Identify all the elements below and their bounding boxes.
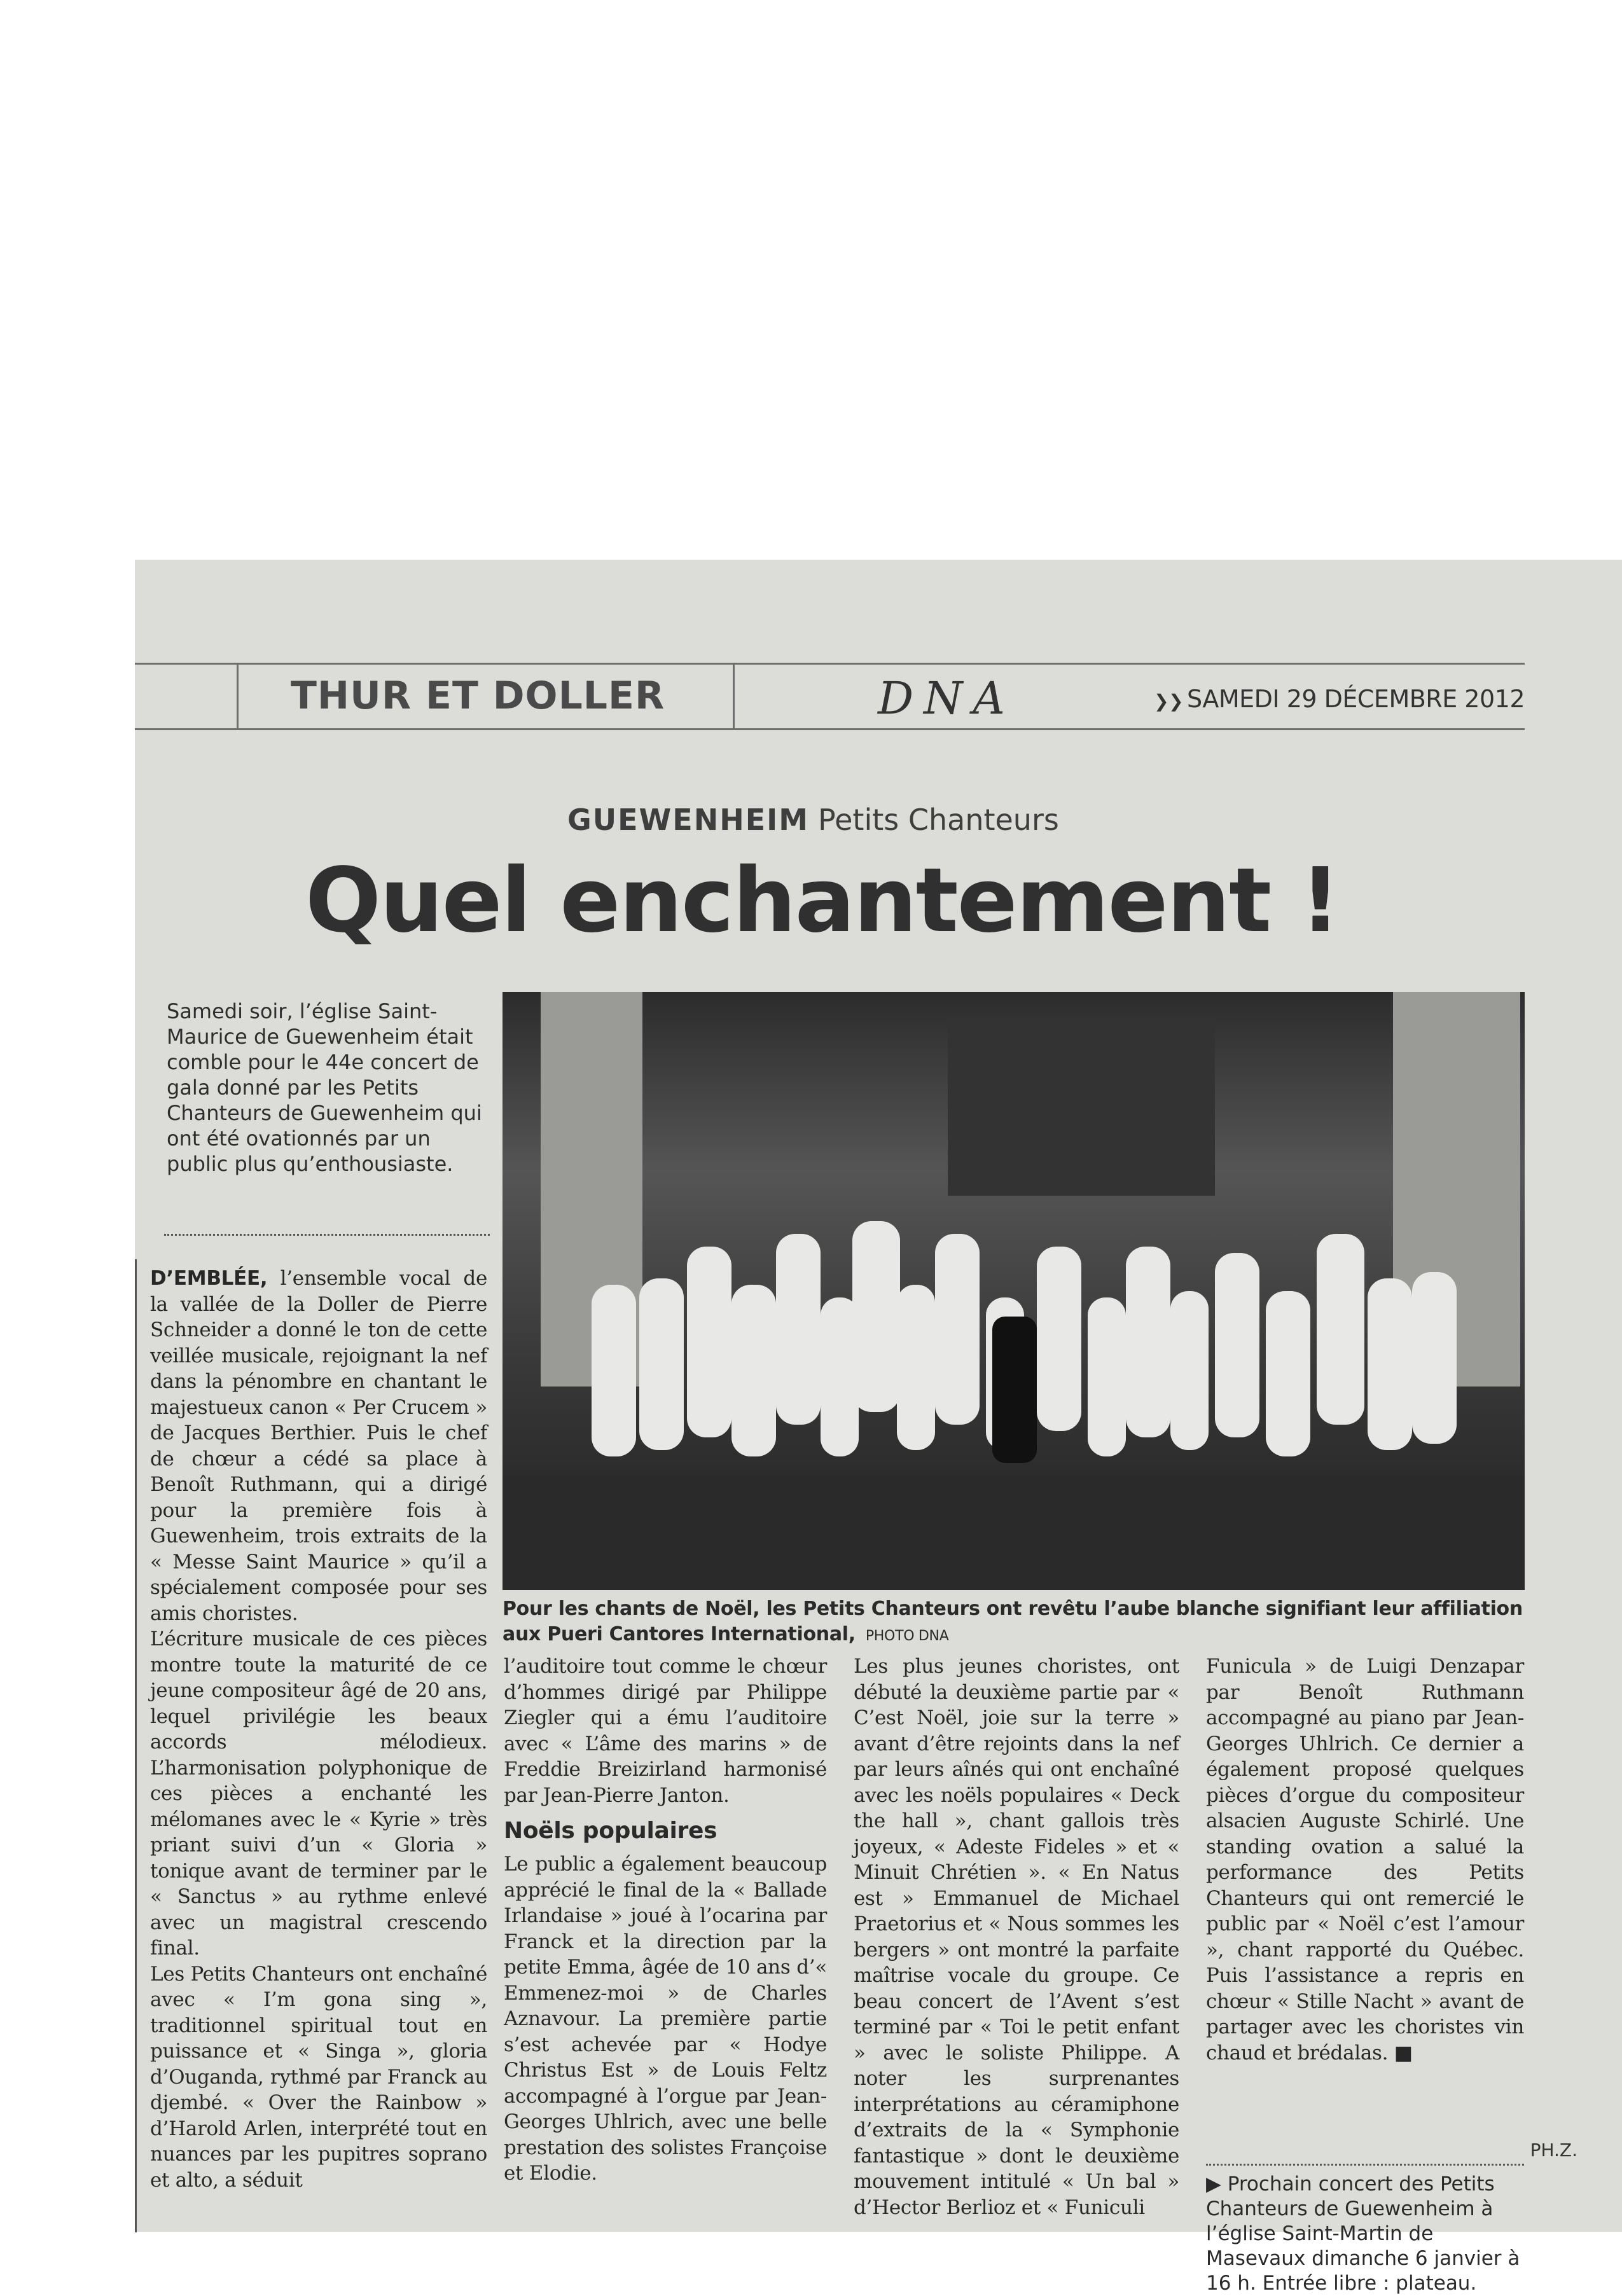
author-signature: PH.Z. <box>1530 2140 1577 2161</box>
photo-altar <box>948 1018 1215 1196</box>
issue-date-text: SAMEDI 29 DÉCEMBRE 2012 <box>1187 685 1525 713</box>
article-column-4 <box>1206 1654 1524 2066</box>
paragraph-text: l’ensemble vocal de la vallée de la Doller de Pierre Schneider a donné le ton de cette veillée musicale, rejoignant la nef dans la pénombre en chantant le majestueux canon « Per Crucem » de Jacques Berthier. Puis le chef de chœur a cédé sa place à Benoît Ruthmann, qui a dirigé pour la première fois à Guewenheim, trois extraits de la « Messe Saint Maurice » qu’il a spécialement composée pour ses amis choristes. <box>150 1267 487 1625</box>
article-column-1 <box>150 1266 487 2193</box>
chevron-right-icon: ❯❯ <box>1154 691 1184 712</box>
issue-date <box>1154 685 1525 713</box>
choir-photo <box>503 992 1525 1590</box>
paragraph: Les Petits Chanteurs ont enchaîné avec « I’m gona sing », traditionnel spiritual tout en puissance et « Singa », gloria d’Ouganda, rythmé par Franck au djembé. « Over the Rainbow » d’Harold Arlen, interprété tout en nuances par les pupitres soprano et alto, a séduit <box>150 1962 487 2192</box>
paragraph <box>150 1266 487 1626</box>
choir-figures <box>579 1208 1463 1463</box>
photo-caption-text: Pour les chants de Noël, les Petits Chanteurs ont revêtu l’aube blanche signifiant leur affiliation aux Pueri Cantores International, <box>503 1598 1523 1645</box>
article-lede: Samedi soir, l’église Saint-Maurice de Guewenheim était comble pour le 44e concert de gala donné par les Petits Chanteurs de Guewenheim qui ont été ovationnés par un public plus qu’enthousiaste. <box>167 999 482 1176</box>
section-title: THUR ET DOLLER <box>291 674 665 718</box>
subheading: Noëls populaires <box>504 1818 717 1844</box>
paragraph: l’auditoire tout comme le chœur d’hommes dirigé par Philippe Ziegler qui a ému l’auditoire avec « L’âme des marins » de Freddie Breizirland harmonisé par Jean-Pierre Janton. <box>504 1655 827 1807</box>
lead-in: D’EMBLÉE, <box>150 1267 268 1290</box>
header-separator <box>733 665 735 728</box>
handwritten-note: DNA <box>878 672 1015 724</box>
newspaper-clipping <box>135 560 1622 2295</box>
column-rule <box>135 1259 137 2232</box>
page-header <box>135 663 1525 730</box>
dotted-divider <box>164 1234 490 1236</box>
header-separator <box>237 665 239 728</box>
photo-audience <box>503 1476 1525 1590</box>
paragraph: Le public a également beaucoup apprécié le final de la « Ballade Irlandaise » joué à l’ocarina par Franck et la direction par la petite Emma, âgée de 10 ans d’« Emmenez-moi » de Charles Aznavour. La première partie s’est achevée par « Hodye Christus Est » de Louis Feltz accompagné à l’orgue par Jean-Georges Uhlrich, avec une belle prestation des solistes Françoise et Elodie. <box>504 1853 827 2185</box>
info-box: ▶ Prochain concert des Petits Chanteurs de Guewenheim à l’église Saint-Martin de Masevaux dimanche 6 janvier à 16 h. Entrée libre : plateau. <box>1206 2173 1520 2295</box>
dotted-divider <box>1206 2164 1524 2166</box>
paragraph: Les plus jeunes choristes, ont débuté la deuxième partie par « C’est Noël, joie sur la terre » avant d’être rejoints dans la nef par leurs aînés qui ont enchaîné avec les noëls populaires « Deck the hall », chant gallois très joyeux, « Adeste Fideles » et « Minuit Chrétien ». « En Natus est » Emmanuel de Michael Praetorius et « Nous sommes les bergers » ont montré la parfaite maîtrise vocale du groupe. Ce beau concert de l’Avent s’est terminé par « Toi le petit enfant » avec le soliste Philippe. A noter les surprenantes interprétations au céramiphone d’extraits de la « Symphonie fantastique » dont le deuxième mouvement intitulé « Un bal » d’Hector Berlioz et « Funiculi <box>854 1655 1179 2219</box>
paragraph: L’écriture musicale de ces pièces montre toute la maturité de ce jeune compositeur âgé de 20 ans, lequel privilégie les beaux accords mélodieux. L’harmonisation polyphonique de ces pièces a enchanté les mélomanes avec le « Kyrie » très priant suivi d’un « Gloria » tonique avant de terminer par le « Sanctus » au rythme enlevé avec un magistral crescendo final. <box>150 1628 487 1960</box>
photo-caption <box>503 1596 1525 1649</box>
article-headline: Quel enchantement ! <box>305 849 1340 953</box>
photo-credit: PHOTO DNA <box>865 1628 949 1644</box>
kicker-topic: Petits Chanteurs <box>818 803 1059 837</box>
paragraph: Funicula » de Luigi Denzapar par Benoît Ruthmann accompagné au piano par Jean-Georges Uhlrich. Ce dernier a également proposé quelques pièces d’orgue du compositeur alsacien Auguste Schirlé. Une standing ovation a salué la performance des Petits Chanteurs qui ont remercié le public par « Noël c’est l’amour », chant rapporté du Québec. Puis l’assistance a repris en chœur « Stille Nacht » avant de partager avec les choristes vin chaud et brédalas. ■ <box>1206 1655 1524 2064</box>
article-kicker <box>567 803 1059 837</box>
article-column-3 <box>854 1654 1179 2220</box>
article-column-2 <box>504 1654 827 2187</box>
kicker-place: GUEWENHEIM <box>567 803 810 837</box>
